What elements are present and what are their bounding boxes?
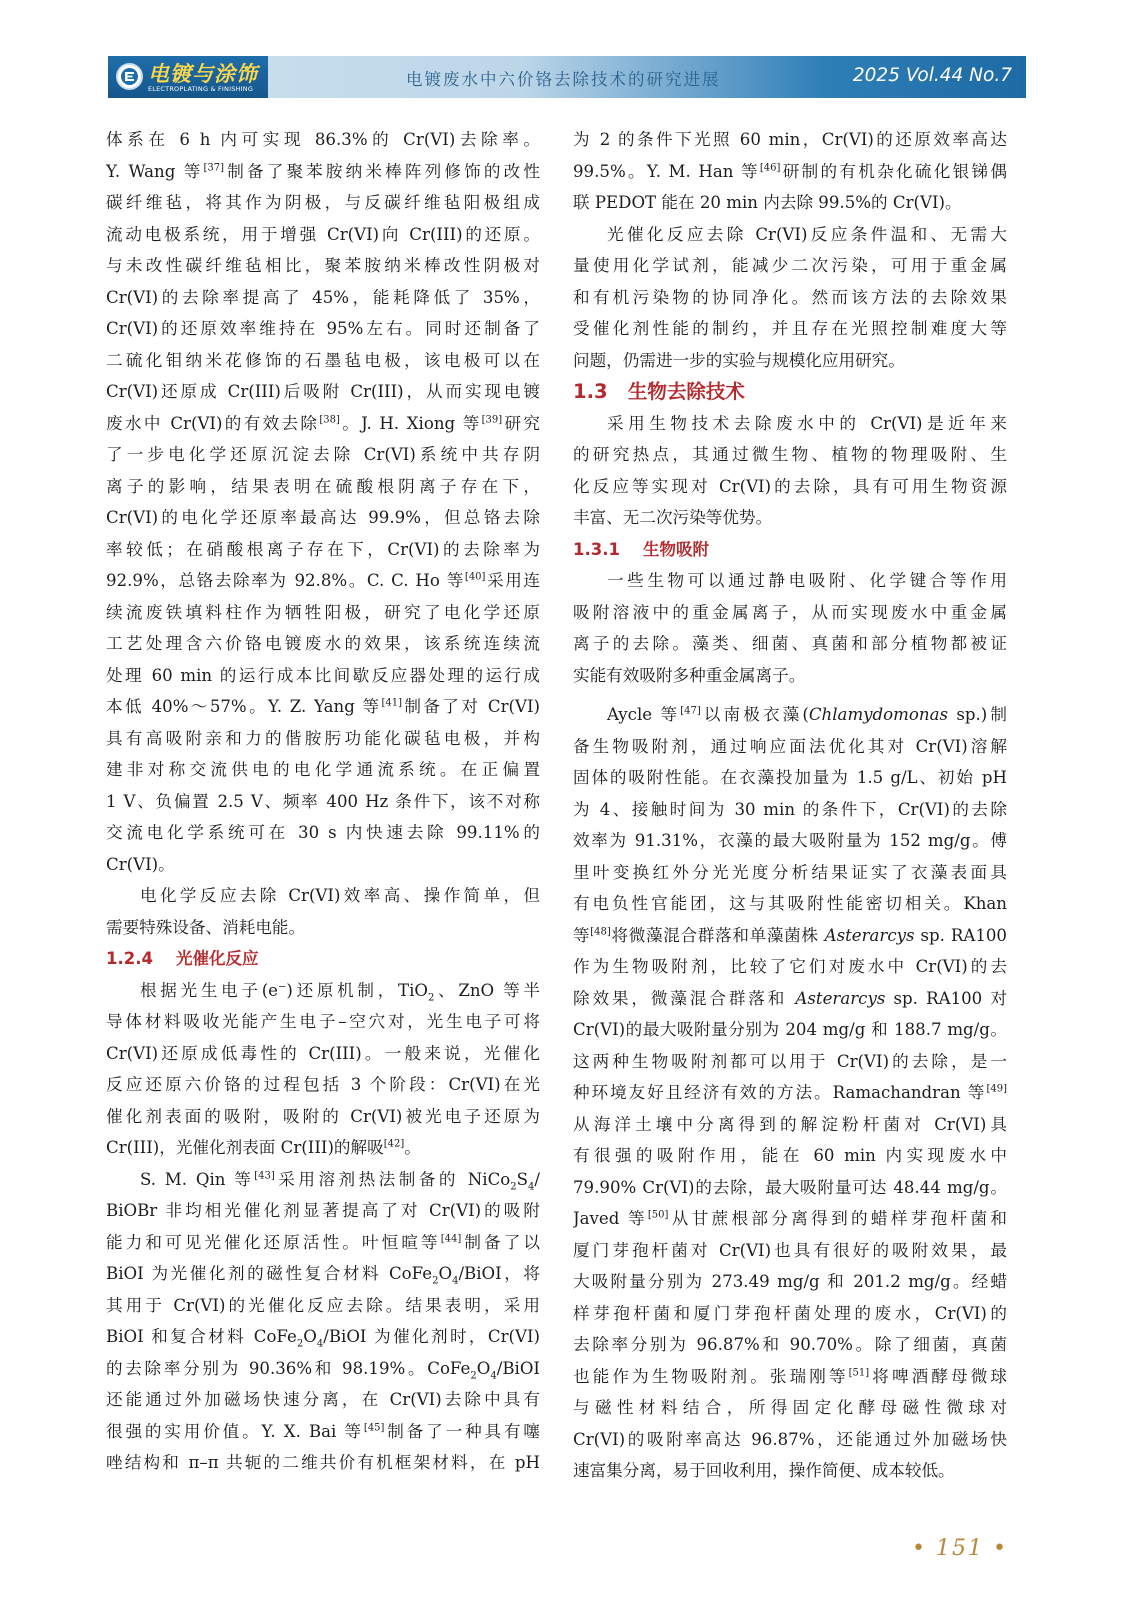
paragraph-last-line: 联 PEDOT 能在 20 min 内去除 99.5%的 Cr(VI)。 (573, 193, 962, 212)
subsection-heading: 1.2.4 光催化反应 (106, 949, 259, 968)
left-column (106, 124, 540, 1479)
running-title: 电镀废水中六价铬去除技术的研究进展 (406, 70, 721, 89)
text-line: 废水中 Cr(VI)的有效去除[38]。J. H. Xiong 等[39]研究 (106, 413, 540, 433)
text-line: 本低 40%～57%。Y. Z. Yang 等[41]制备了对 Cr(VI) (106, 697, 540, 716)
text-line: 79.90% Cr(VI)的去除，最大吸附量可达 48.44 mg/g。 (573, 1177, 1007, 1197)
paragraph-last-line: 速富集分离，易于回收利用，操作简便、成本较低。 (573, 1461, 955, 1480)
text-line: 化反应等实现对 Cr(VI)的去除，具有可用生物资源 (573, 476, 1007, 496)
paragraph-first-line: 采用生物技术去除废水中的 Cr(VI)是近年来 (607, 413, 1007, 433)
text-line: 这两种生物吸附剂都可以用于 Cr(VI)的去除，是一 (573, 1051, 1007, 1071)
text-line: 有电负性官能团，这与其吸附性能密切相关。Khan (573, 894, 1007, 913)
text-line: Javed 等[50]从甘蔗根部分离得到的蜡样芽孢杆菌和 (573, 1209, 1007, 1228)
text-line: 为 4、接触时间为 30 min 的条件下，Cr(VI)的去除 (573, 799, 1007, 819)
text-line: 从海洋土壤中分离得到的解淀粉杆菌对 Cr(VI)具 (573, 1114, 1007, 1134)
paragraph-first-line: 一些生物可以通过静电吸附、化学键合等作用 (607, 571, 1007, 590)
page-number: • 151 • (912, 1536, 1008, 1561)
text-line: 率较低；在硝酸根离子存在下，Cr(VI)的去除率为 (106, 539, 540, 559)
journal-header (108, 56, 1026, 98)
text-line: 唑结构和 π–π 共轭的二维共价有机框架材料，在 pH (106, 1453, 540, 1472)
text-line: 还能通过外加磁场快速分离，在 Cr(VI)去除中具有 (106, 1390, 540, 1409)
text-line: 的去除率分别为 90.36%和 98.19%。$CoFe_2O_4$/BiOI (106, 1358, 540, 1381)
text-line: 催化剂表面的吸附，吸附的 Cr(VI)被光电子还原为 (106, 1106, 540, 1126)
paragraph-first-line: 根据光生电子(e−)还原机制，TiO$_2$、ZnO 等半 (140, 980, 540, 1003)
text-line: 续流废铁填料柱作为牺牲阳极，研究了电化学还原 (106, 602, 540, 622)
text-line: 种环境友好且经济有效的方法。Ramachandran 等[49] (573, 1083, 1007, 1102)
paragraph-gap (573, 691, 1007, 699)
text-line: 固体的吸附性能。在衣藻投加量为 1.5 g/L、初始 pH (573, 768, 1007, 787)
paragraph-last-line: 问题，仍需进一步的实验与规模化应用研究。 (573, 350, 905, 370)
text-line: 处理 60 min 的运行成本比间歇反应器处理的运行成 (106, 665, 540, 685)
text-line: 能力和可见光催化还原活性。叶恒暄等[44]制备了以 (106, 1232, 540, 1252)
text-line: 离子的影响，结果表明在硫酸根阴离子存在下， (106, 476, 540, 496)
paragraph-last-line: 实能有效吸附多种重金属离子。 (573, 665, 806, 685)
text-line: 流动电极系统，用于增强 Cr(VI)向 Cr(III)的还原。 (106, 224, 540, 244)
text-line: Cr(VI)的电化学还原率最高达 99.9%，但总铬去除 (106, 508, 540, 527)
text-line: 导体材料吸收光能产生电子–空穴对，光生电子可将 (106, 1012, 540, 1031)
text-line: Cr(VI)的还原效率维持在 95%左右。同时还制备了 (106, 319, 540, 338)
text-line: BiOI 为光催化剂的磁性复合材料 $CoFe_2O_4$/BiOI，将 (106, 1264, 540, 1287)
paragraph-last-line: 丰富、无二次污染等优势。 (573, 508, 773, 527)
text-line: 也能作为生物吸附剂。张瑞刚等[51]将啤酒酵母微球 (573, 1366, 1007, 1386)
text-line: 与未改性碳纤维毡相比，聚苯胺纳米棒改性阴极对 (106, 256, 540, 275)
text-line: 交流电化学系统可在 30 s 内快速去除 99.11%的 (106, 823, 540, 842)
journal-emblem-icon (116, 63, 143, 90)
text-line: 效率为 91.31%，衣藻的最大吸附量为 152 mg/g。傅 (573, 831, 1007, 850)
text-line: 1 V、负偏置 2.5 V、频率 400 Hz 条件下，该不对称 (106, 791, 540, 811)
text-line: Cr(VI)的最大吸附量分别为 204 mg/g 和 188.7 mg/g。 (573, 1020, 1007, 1039)
text-line: 和有机污染物的协同净化。然而该方法的去除效果 (573, 287, 1007, 307)
text-line: 作为生物吸附剂，比较了它们对废水中 Cr(VI)的去 (573, 957, 1007, 976)
text-line: 受催化剂性能的制约，并且存在光照控制难度大等 (573, 319, 1007, 338)
subsection-heading: 1.3.1 生物吸附 (573, 539, 709, 559)
text-line: Y. Wang 等[37]制备了聚苯胺纳米棒阵列修饰的改性 (106, 161, 540, 181)
text-line: Cr(VI)的吸附率高达 96.87%，还能通过外加磁场快 (573, 1429, 1007, 1449)
text-line: 离子的去除。藻类、细菌、真菌和部分植物都被证 (573, 634, 1007, 653)
text-line: 92.9%，总铬去除率为 92.8%。C. C. Ho 等[40]采用连 (106, 571, 540, 590)
text-line: 吸附溶液中的重金属离子，从而实现废水中重金属 (573, 602, 1007, 622)
paragraph-last-line: Cr(III)，光催化剂表面 Cr(III)的解吸[42]。 (106, 1138, 421, 1157)
logo-chinese-name: 电镀与涂饰 (148, 62, 258, 86)
text-line: 其用于 Cr(VI)的光催化反应去除。结果表明，采用 (106, 1295, 540, 1315)
text-line: 厦门芽孢杆菌对 Cr(VI)也具有很好的吸附效果，最 (573, 1240, 1007, 1260)
text-line: 有很强的吸附作用，能在 60 min 内实现废水中 (573, 1146, 1007, 1165)
section-heading: 1.3 生物去除技术 (573, 380, 745, 403)
paragraph-first-line: 光催化反应去除 Cr(VI)反应条件温和、无需大 (607, 224, 1007, 244)
text-line: 碳纤维毡，将其作为阴极，与反碳纤维毡阳极组成 (106, 193, 540, 212)
text-line: 很强的实用价值。Y. X. Bai 等[45]制备了一种具有噻 (106, 1421, 540, 1441)
text-line: 与磁性材料结合，所得固定化酵母磁性微球对 (573, 1398, 1007, 1417)
text-line: 里叶变换红外分光光度分析结果证实了衣藻表面具 (573, 862, 1007, 882)
text-line: 二硫化钼纳米花修饰的石墨毡电极，该电极可以在 (106, 350, 540, 370)
text-line: 具有高吸附亲和力的偕胺肟功能化碳毡电极，并构 (106, 728, 540, 748)
paragraph-first-line: S. M. Qin 等[43]采用溶剂热法制备的 $NiCo_2S_4/$ (140, 1169, 540, 1192)
text-line: 的研究热点，其通过微生物、植物的物理吸附、生 (573, 445, 1007, 464)
issue-info: 2025 Vol.44 No.7 (852, 65, 1012, 86)
text-line: 反应还原六价铬的过程包括 3 个阶段：Cr(VI)在光 (106, 1075, 540, 1094)
text-line: 备生物吸附剂，通过响应面法优化其对 Cr(VI)溶解 (573, 736, 1007, 756)
paragraph-first-line: 电化学反应去除 Cr(VI)效率高、操作简单，但 (140, 886, 540, 905)
text-line: 样芽孢杆菌和厦门芽孢杆菌处理的废水，Cr(VI)的 (573, 1303, 1007, 1323)
right-column (573, 124, 1007, 1487)
paragraph-last-line: 需要特殊设备、消耗电能。 (106, 917, 306, 937)
text-line: 建非对称交流供电的电化学通流系统。在正偏置 (106, 760, 540, 779)
text-line: 了一步电化学还原沉淀去除 Cr(VI)系统中共存阴 (106, 445, 540, 464)
text-line: 体系在 6 h 内可实现 86.3%的 Cr(VI)去除率。 (106, 130, 540, 149)
text-line: 等[48]将微藻混合群落和单藻菌株 Asterarcys sp. RA100 (573, 925, 1007, 945)
text-line: 去除率分别为 96.87%和 90.70%。除了细菌，真菌 (573, 1335, 1007, 1354)
text-line: 大吸附量分别为 273.49 mg/g 和 201.2 mg/g。经蜡 (573, 1272, 1007, 1291)
text-line: 量使用化学试剂，能减少二次污染，可用于重金属 (573, 256, 1007, 275)
text-line: BiOBr 非均相光催化剂显著提高了对 Cr(VI)的吸附 (106, 1201, 540, 1220)
text-line: 工艺处理含六价铬电镀废水的效果，该系统连续流 (106, 634, 540, 653)
logo-english-name: ELECTROPLATING & FINISHING (148, 85, 254, 93)
paragraph-last-line: Cr(VI)。 (106, 854, 175, 874)
text-line: BiOI 和复合材料 $CoFe_2O_4$/BiOI 为催化剂时，Cr(VI) (106, 1327, 540, 1350)
text-line: Cr(VI)还原成低毒性的 Cr(III)。一般来说，光催化 (106, 1043, 540, 1063)
text-line: 99.5%。Y. M. Han 等[46]研制的有机杂化硫化银锑偶 (573, 161, 1007, 181)
paragraph-first-line: Aycle 等[47]以南极衣藻(Chlamydomonas sp.)制 (607, 705, 1007, 724)
text-line: Cr(VI)还原成 Cr(III)后吸附 Cr(III)，从而实现电镀 (106, 382, 540, 401)
text-line: 为 2 的条件下光照 60 min，Cr(VI)的还原效率高达 (573, 130, 1007, 149)
text-line: Cr(VI)的去除率提高了 45%，能耗降低了 35%， (106, 287, 540, 307)
journal-logo (108, 56, 268, 98)
text-line: 除效果，微藻混合群落和 Asterarcys sp. RA100 对 (573, 988, 1007, 1008)
